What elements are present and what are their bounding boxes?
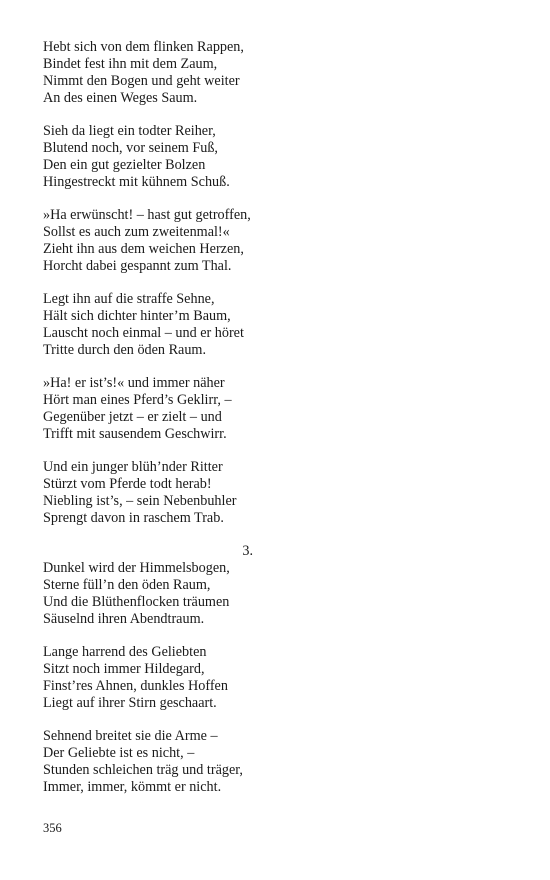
verse-line: Hört man eines Pferd’s Geklirr, – xyxy=(43,392,232,408)
verse-line: Sehnend breitet sie die Arme – xyxy=(43,728,218,744)
verse-line: Sterne füll’n den öden Raum, xyxy=(43,577,211,593)
verse-line: Säuselnd ihren Abendtraum. xyxy=(43,611,205,627)
stanza xyxy=(43,291,293,359)
stanza xyxy=(43,39,293,107)
stanza xyxy=(43,123,293,191)
stanza-gap xyxy=(43,359,293,375)
verse-line: Hingestreckt mit kühnem Schuß. xyxy=(43,174,230,190)
stanza-gap xyxy=(43,628,293,644)
verse-line: Sollst es auch zum zweitenmal!« xyxy=(43,224,230,240)
verse-line: Legt ihn auf die straffe Sehne, xyxy=(43,291,215,307)
verse-line: Lange harrend des Geliebten xyxy=(43,644,207,660)
verse-line: Lauscht noch einmal – und er höret xyxy=(43,325,244,341)
verse-line: Sitzt noch immer Hildegard, xyxy=(43,661,205,677)
stanza xyxy=(43,644,293,712)
verse-line: Immer, immer, kömmt er nicht. xyxy=(43,779,222,795)
verse-line: Liegt auf ihrer Stirn geschaart. xyxy=(43,695,217,711)
verse-line: Und ein junger blüh’nder Ritter xyxy=(43,459,223,475)
stanza-gap xyxy=(43,712,293,728)
verse-line: An des einen Weges Saum. xyxy=(43,90,198,106)
verse-line: Niebling ist’s, – sein Nebenbuhler xyxy=(43,493,237,509)
verse-line: Zieht ihn aus dem weichen Herzen, xyxy=(43,241,244,257)
stanza xyxy=(43,207,293,275)
verse-line: Dunkel wird der Himmelsbogen, xyxy=(43,560,230,576)
poem-text xyxy=(43,39,293,796)
verse-line: Tritte durch den öden Raum. xyxy=(43,342,207,358)
stanza-gap xyxy=(43,107,293,123)
verse-line: Blutend noch, vor seinem Fuß, xyxy=(43,140,218,156)
stanza-gap xyxy=(43,191,293,207)
verse-line: »Ha! er ist’s!« und immer näher xyxy=(43,375,225,391)
stanza-gap xyxy=(43,443,293,459)
verse-line: Bindet fest ihn mit dem Zaum, xyxy=(43,56,218,72)
section-number: 3. xyxy=(242,543,253,559)
page-number: 356 xyxy=(43,821,62,835)
verse-line: Und die Blüthenflocken träumen xyxy=(43,594,230,610)
verse-line: Hebt sich von dem flinken Rappen, xyxy=(43,39,244,55)
stanza xyxy=(43,459,293,527)
verse-line: Gegenüber jetzt – er zielt – und xyxy=(43,409,222,425)
poem-section-3 xyxy=(43,560,293,796)
verse-line: Trifft mit sausendem Geschwirr. xyxy=(43,426,227,442)
verse-line: Der Geliebte ist es nicht, – xyxy=(43,745,195,761)
verse-line: Hält sich dichter hinter’m Baum, xyxy=(43,308,231,324)
verse-line: Nimmt den Bogen und geht weiter xyxy=(43,73,240,89)
verse-line: Sieh da liegt ein todter Reiher, xyxy=(43,123,216,139)
stanza xyxy=(43,375,293,443)
stanza xyxy=(43,728,293,796)
poem-section-2-end xyxy=(43,39,293,543)
stanza-gap xyxy=(43,527,293,543)
verse-line: Horcht dabei gespannt zum Thal. xyxy=(43,258,232,274)
verse-line: Stürzt vom Pferde todt herab! xyxy=(43,476,212,492)
verse-line: Stunden schleichen träg und träger, xyxy=(43,762,243,778)
stanza xyxy=(43,560,293,628)
verse-line: Den ein gut gezielter Bolzen xyxy=(43,157,206,173)
verse-line: »Ha erwünscht! – hast gut getroffen, xyxy=(43,207,251,223)
verse-line: Finst’res Ahnen, dunkles Hoffen xyxy=(43,678,228,694)
stanza-gap xyxy=(43,275,293,291)
verse-line: Sprengt davon in raschem Trab. xyxy=(43,510,224,526)
